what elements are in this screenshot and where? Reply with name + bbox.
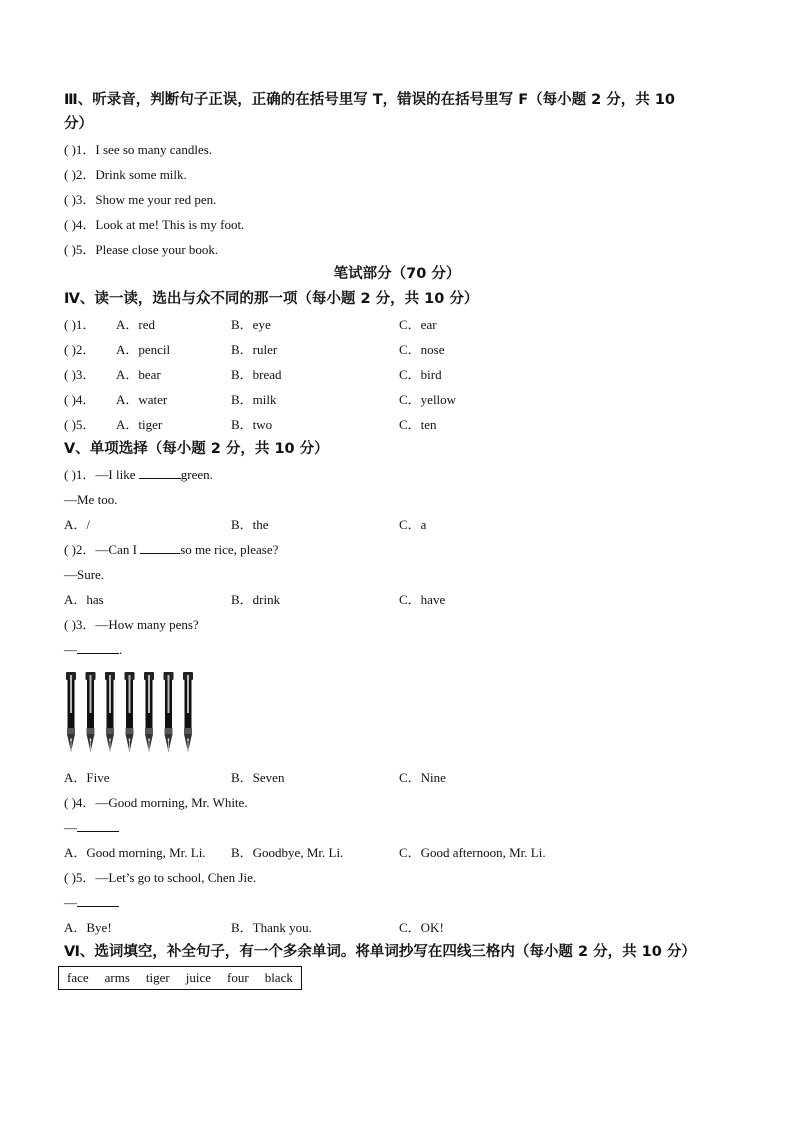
section5-q2: ( )2．—Can I so me rice, please? xyxy=(64,542,279,557)
section3-item-1: ( )1．I see so many candles. xyxy=(64,142,213,157)
section3-title: Ⅲ、听录音，判断句子正误，正确的在括号里写 T，错误的在括号里写 F（每小题 2 分，共 10 xyxy=(64,92,676,108)
section5-q1-options: A．/ B．the C．a xyxy=(64,517,427,532)
section5-q2-reply: —Sure. xyxy=(64,567,105,582)
section3-title-cont: 分） xyxy=(64,116,93,132)
word-bank-item: black xyxy=(264,970,293,985)
fountain-pen-icon xyxy=(105,672,115,752)
section5-q4-options: A．Good morning, Mr. Li. B．Goodbye, Mr. Li. C．Good afternoon, Mr. Li. xyxy=(64,845,546,860)
word-bank-item: juice xyxy=(185,970,212,985)
word-bank-item: four xyxy=(227,970,249,985)
section5-q3: ( )3．—How many pens? xyxy=(64,617,199,632)
fountain-pen-icon xyxy=(164,672,174,752)
pens-picture xyxy=(64,670,204,760)
section3-item-4: ( )4．Look at me! This is my foot. xyxy=(64,217,245,232)
section5-q1: ( )1．—I like green. xyxy=(64,467,213,482)
section5-q2-options: A．has B．drink C．have xyxy=(64,592,446,607)
section6-title: Ⅵ、选词填空，补全句子，有一个多余单词。将单词抄写在四线三格内（每小题 2 分，共 10 分） xyxy=(64,944,696,960)
answer-blank xyxy=(139,466,181,479)
section3-item-5: ( )5．Please close your book. xyxy=(64,242,219,257)
section5-q4: ( )4．—Good morning, Mr. White. xyxy=(64,795,248,810)
section5-q3-options: A．Five B．Seven C．Nine xyxy=(64,770,446,785)
word-bank-item: arms xyxy=(104,970,130,985)
section5-q5-reply: — xyxy=(64,894,119,912)
section4-item-2: ( )2． A．pencil B．ruler C．nose xyxy=(64,342,445,357)
section3-item-3: ( )3．Show me your red pen. xyxy=(64,192,217,207)
answer-blank xyxy=(77,819,119,832)
section5-q1-reply: —Me too. xyxy=(64,492,118,507)
word-bank-item: face xyxy=(67,970,89,985)
fountain-pen-icon xyxy=(144,672,154,752)
section5-q4-reply: — xyxy=(64,819,119,837)
fountain-pen-icon xyxy=(125,672,135,752)
section4-title: Ⅳ、读一读，选出与众不同的那一项（每小题 2 分，共 10 分） xyxy=(64,291,479,307)
section5-q5-options: A．Bye! B．Thank you. C．OK! xyxy=(64,920,444,935)
section4-item-5: ( )5． A．tiger B．two C．ten xyxy=(64,417,437,432)
fountain-pen-icon xyxy=(66,672,76,752)
section4-item-1: ( )1． A．red B．eye C．ear xyxy=(64,317,437,332)
written-part-title: 笔试部分（70 分） xyxy=(333,266,461,282)
fountain-pen-icon xyxy=(86,672,96,752)
word-bank-item: tiger xyxy=(145,970,170,985)
section3-item-2: ( )2．Drink some milk. xyxy=(64,167,187,182)
fountain-pen-icon xyxy=(183,672,193,752)
section4-item-4: ( )4． A．water B．milk C．yellow xyxy=(64,392,457,407)
word-bank xyxy=(58,966,302,990)
section5-q5: ( )5．—Let’s go to school, Chen Jie. xyxy=(64,870,257,885)
section5-title: Ⅴ、单项选择（每小题 2 分，共 10 分） xyxy=(64,441,329,457)
section4-item-3: ( )3． A．bear B．bread C．bird xyxy=(64,367,442,382)
answer-blank xyxy=(77,894,119,907)
section5-q3-reply: — . xyxy=(64,642,123,657)
answer-blank xyxy=(140,541,180,554)
answer-blank xyxy=(77,641,119,654)
